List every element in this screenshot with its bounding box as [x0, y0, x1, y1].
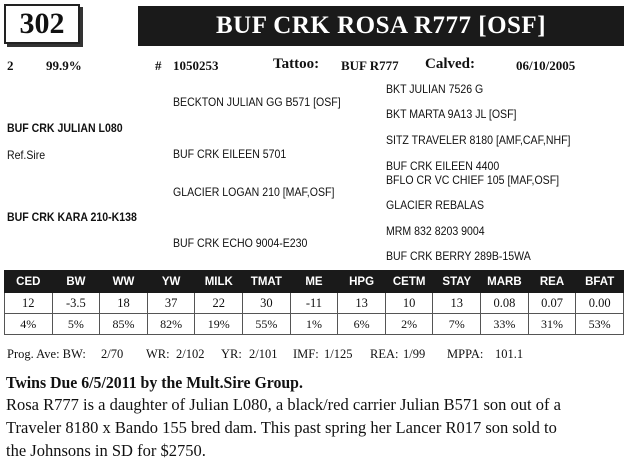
epd-header-milk: MILK	[195, 271, 243, 293]
epd-header-row	[5, 271, 624, 293]
pedigree-sire-note: Ref.Sire	[7, 148, 46, 162]
epd-value-me: -11	[290, 293, 338, 314]
epd-pct-bfat: 53%	[576, 314, 624, 335]
pedigree-dam-dam: BUF CRK ECHO 9004-E230	[173, 236, 308, 250]
prog-ave-mppa-label: MPPA:	[447, 347, 484, 361]
pedigree-sire-sire: BECKTON JULIAN GG B571 [OSF]	[173, 95, 341, 109]
pedigree-dam-sire: GLACIER LOGAN 210 [MAF,OSF]	[173, 185, 335, 199]
epd-header-marb: MARB	[481, 271, 529, 293]
epd-value-bfat: 0.00	[576, 293, 624, 314]
epd-pct-yw: 82%	[147, 314, 195, 335]
epd-header-stay: STAY	[433, 271, 481, 293]
epd-value-bw: -3.5	[52, 293, 100, 314]
reg-number: 1050253	[173, 58, 219, 73]
epd-header-ww: WW	[100, 271, 148, 293]
epd-value-yw: 37	[147, 293, 195, 314]
tattoo-value: BUF R777	[341, 58, 399, 73]
pedigree-ggs-3: BFLO CR VC CHIEF 105 [MAF,OSF]	[386, 173, 560, 187]
info-count: 2	[7, 58, 14, 73]
prog-ave-yr: 2/101	[249, 347, 278, 361]
epd-value-rea: 0.07	[528, 293, 576, 314]
epd-value-marb: 0.08	[481, 293, 529, 314]
prog-ave-label: Prog. Ave: BW:	[7, 347, 86, 361]
epd-pct-rea: 31%	[528, 314, 576, 335]
epd-value-cetm: 10	[385, 293, 433, 314]
epd-pct-cetm: 2%	[385, 314, 433, 335]
pedigree-ggs-2: SITZ TRAVELER 8180 [AMF,CAF,NHF]	[386, 133, 571, 147]
prog-ave-rea-label: REA:	[370, 347, 399, 361]
epd-pct-hpg: 6%	[338, 314, 386, 335]
notes-line-1: Rosa R777 is a daughter of Julian L080, a black/red carrier Julian B571 son out of a	[6, 395, 561, 414]
pedigree-ggd-4: BUF CRK BERRY 289B-15WA	[386, 249, 531, 263]
notes-line-2: Traveler 8180 x Bando 155 bred dam. This past spring her Lancer R017 son sold to	[6, 418, 557, 437]
pedigree-ggd-2: BUF CRK EILEEN 4400	[386, 159, 500, 173]
epd-header-hpg: HPG	[338, 271, 386, 293]
notes-line-3: the Johnsons in SD for $2750.	[6, 441, 206, 460]
epd-pct-bw: 5%	[52, 314, 100, 335]
epd-value-stay: 13	[433, 293, 481, 314]
epd-value-ww: 18	[100, 293, 148, 314]
prog-ave-imf: 1/125	[324, 347, 353, 361]
lot-number: 302	[19, 7, 65, 40]
epd-pct-tmat: 55%	[243, 314, 291, 335]
prog-ave-yr-label: YR:	[221, 347, 242, 361]
calved-date: 06/10/2005	[516, 58, 576, 73]
pedigree-ggs-4: MRM 832 8203 9004	[386, 224, 485, 238]
epd-header-yw: YW	[147, 271, 195, 293]
epd-value-milk: 22	[195, 293, 243, 314]
epd-percentile-row	[5, 314, 624, 335]
epd-header-tmat: TMAT	[243, 271, 291, 293]
prog-ave-mppa: 101.1	[495, 347, 524, 361]
prog-ave-imf-label: IMF:	[293, 347, 319, 361]
epd-header-cetm: CETM	[385, 271, 433, 293]
pedigree-ggd-1: BKT MARTA 9A13 JL [OSF]	[386, 107, 517, 121]
title-bar	[138, 6, 624, 46]
epd-pct-milk: 19%	[195, 314, 243, 335]
info-percent: 99.9%	[46, 58, 82, 73]
epd-value-tmat: 30	[243, 293, 291, 314]
epd-header-bfat: BFAT	[576, 271, 624, 293]
pedigree-ggs-1: BKT JULIAN 7526 G	[386, 82, 484, 96]
prog-ave-bw: 2/70	[101, 347, 124, 361]
pedigree-dam: BUF CRK KARA 210-K138	[7, 210, 137, 224]
calved-label: Calved:	[425, 56, 475, 72]
epd-pct-marb: 33%	[481, 314, 529, 335]
epd-header-ced: CED	[5, 271, 53, 293]
epd-value-hpg: 13	[338, 293, 386, 314]
prog-ave-wr: 2/102	[176, 347, 205, 361]
epd-pct-ced: 4%	[5, 314, 53, 335]
epd-header-rea: REA	[528, 271, 576, 293]
reg-label: #	[155, 58, 162, 73]
epd-pct-stay: 7%	[433, 314, 481, 335]
tattoo-label: Tattoo:	[273, 56, 320, 72]
epd-header-me: ME	[290, 271, 338, 293]
pedigree-ggd-3: GLACIER REBALAS	[386, 198, 485, 212]
epd-header-bw: BW	[52, 271, 100, 293]
prog-ave-wr-label: WR:	[146, 347, 170, 361]
epd-pct-ww: 85%	[100, 314, 148, 335]
epd-values-row	[5, 293, 624, 314]
notes-headline: Twins Due 6/5/2011 by the Mult.Sire Group.	[6, 373, 303, 392]
epd-pct-me: 1%	[290, 314, 338, 335]
pedigree-sire-dam: BUF CRK EILEEN 5701	[173, 147, 287, 161]
pedigree-sire: BUF CRK JULIAN L080	[7, 121, 123, 135]
epd-table	[4, 270, 624, 335]
lot-number-box	[4, 4, 80, 44]
epd-value-ced: 12	[5, 293, 53, 314]
prog-ave-rea: 1/99	[403, 347, 426, 361]
animal-name: BUF CRK ROSA R777 [OSF]	[215, 12, 547, 39]
